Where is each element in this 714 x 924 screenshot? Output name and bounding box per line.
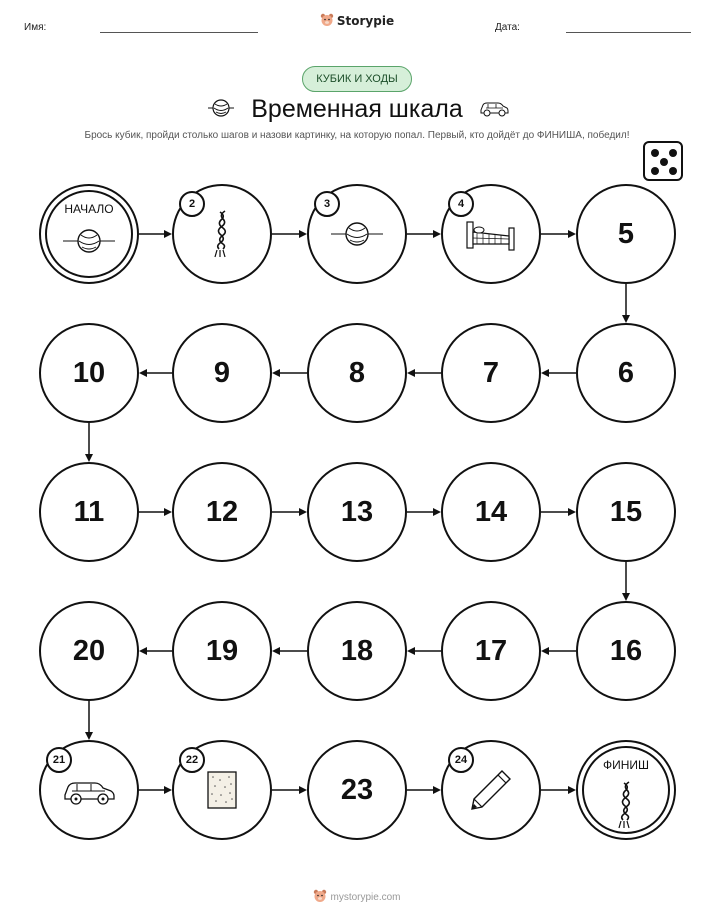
arrowhead-icon bbox=[139, 647, 147, 655]
number-space bbox=[441, 323, 541, 423]
arrowhead-icon bbox=[299, 230, 307, 238]
finish-space bbox=[576, 740, 676, 840]
bear-logo-icon bbox=[313, 889, 327, 906]
arrowhead-icon bbox=[164, 786, 172, 794]
date-label: Дата: bbox=[495, 22, 520, 33]
picture-space bbox=[172, 184, 272, 284]
start-space bbox=[39, 184, 139, 284]
number-space bbox=[441, 601, 541, 701]
number-space bbox=[172, 462, 272, 562]
arrowhead-icon bbox=[299, 786, 307, 794]
number-space bbox=[307, 323, 407, 423]
number-space bbox=[172, 601, 272, 701]
space-number: 15 bbox=[609, 495, 643, 528]
space-number: 8 bbox=[348, 356, 366, 389]
arrowhead-icon bbox=[164, 508, 172, 516]
picture-space bbox=[441, 184, 541, 284]
arrowhead-icon bbox=[622, 315, 630, 323]
picture-space bbox=[307, 184, 407, 284]
arrowhead-icon bbox=[272, 647, 280, 655]
pencil-icon bbox=[468, 767, 514, 818]
arrowhead-icon bbox=[407, 369, 415, 377]
number-space bbox=[39, 462, 139, 562]
braid-icon bbox=[615, 780, 637, 835]
instructions-text: Брось кубик, пройди столько шагов и назови картинку, на которую попал. Первый, кто дойдёт до ФИНИША, победил! bbox=[84, 130, 630, 141]
number-space bbox=[307, 601, 407, 701]
yarn-ball-icon bbox=[329, 219, 385, 254]
number-space bbox=[441, 462, 541, 562]
picture-space bbox=[39, 740, 139, 840]
arrowhead-icon bbox=[85, 732, 93, 740]
space-number: 9 bbox=[213, 356, 231, 389]
space-number: 14 bbox=[474, 495, 508, 528]
sponge-icon bbox=[205, 769, 239, 816]
space-number: 17 bbox=[474, 634, 508, 667]
arrowhead-icon bbox=[433, 508, 441, 516]
space-number-badge: 2 bbox=[179, 191, 205, 217]
arrowhead-icon bbox=[622, 593, 630, 601]
arrowhead-icon bbox=[85, 454, 93, 462]
space-number: 18 bbox=[340, 634, 374, 667]
space-number: 20 bbox=[72, 634, 106, 667]
space-number: 12 bbox=[205, 495, 239, 528]
name-label: Имя: bbox=[24, 22, 47, 33]
space-number: 19 bbox=[205, 634, 239, 667]
space-number: 10 bbox=[72, 356, 106, 389]
arrowhead-icon bbox=[299, 508, 307, 516]
space-number: 16 bbox=[609, 634, 643, 667]
bed-icon bbox=[463, 214, 519, 259]
arrowhead-icon bbox=[272, 369, 280, 377]
yarn-ball-icon bbox=[61, 226, 117, 261]
number-space bbox=[39, 323, 139, 423]
arrowhead-icon bbox=[433, 786, 441, 794]
space-number-badge: 4 bbox=[448, 191, 474, 217]
picture-space bbox=[172, 740, 272, 840]
activity-tag: КУБИК И ХОДЫ bbox=[302, 66, 412, 92]
arrowhead-icon bbox=[568, 230, 576, 238]
space-number-badge: 3 bbox=[314, 191, 340, 217]
space-number: 6 bbox=[617, 356, 635, 389]
space-number: 5 bbox=[617, 217, 635, 250]
footer bbox=[0, 889, 714, 906]
number-space bbox=[307, 462, 407, 562]
space-number: 13 bbox=[340, 495, 374, 528]
number-space bbox=[576, 462, 676, 562]
number-space bbox=[39, 601, 139, 701]
brand-name: Storypie bbox=[336, 14, 395, 28]
arrowhead-icon bbox=[541, 647, 549, 655]
space-number-badge: 22 bbox=[179, 747, 205, 773]
number-space bbox=[307, 740, 407, 840]
page-title: Временная шкала bbox=[251, 95, 463, 123]
space-number: 7 bbox=[482, 356, 500, 389]
braid-icon bbox=[211, 209, 233, 264]
arrowhead-icon bbox=[541, 369, 549, 377]
space-label: НАЧАЛО bbox=[64, 202, 114, 216]
space-number-badge: 21 bbox=[46, 747, 72, 773]
car-icon bbox=[61, 773, 117, 812]
space-number: 11 bbox=[73, 495, 105, 528]
picture-space bbox=[441, 740, 541, 840]
arrowhead-icon bbox=[164, 230, 172, 238]
arrowhead-icon bbox=[433, 230, 441, 238]
space-number: 23 bbox=[340, 773, 374, 806]
arrowhead-icon bbox=[568, 786, 576, 794]
number-space bbox=[172, 323, 272, 423]
number-space bbox=[576, 323, 676, 423]
arrowhead-icon bbox=[407, 647, 415, 655]
arrowhead-icon bbox=[139, 369, 147, 377]
footer-url: mystorypie.com bbox=[330, 892, 401, 904]
space-number-badge: 24 bbox=[448, 747, 474, 773]
number-space bbox=[576, 184, 676, 284]
number-space bbox=[576, 601, 676, 701]
space-label: ФИНИШ bbox=[602, 758, 650, 772]
arrowhead-icon bbox=[568, 508, 576, 516]
